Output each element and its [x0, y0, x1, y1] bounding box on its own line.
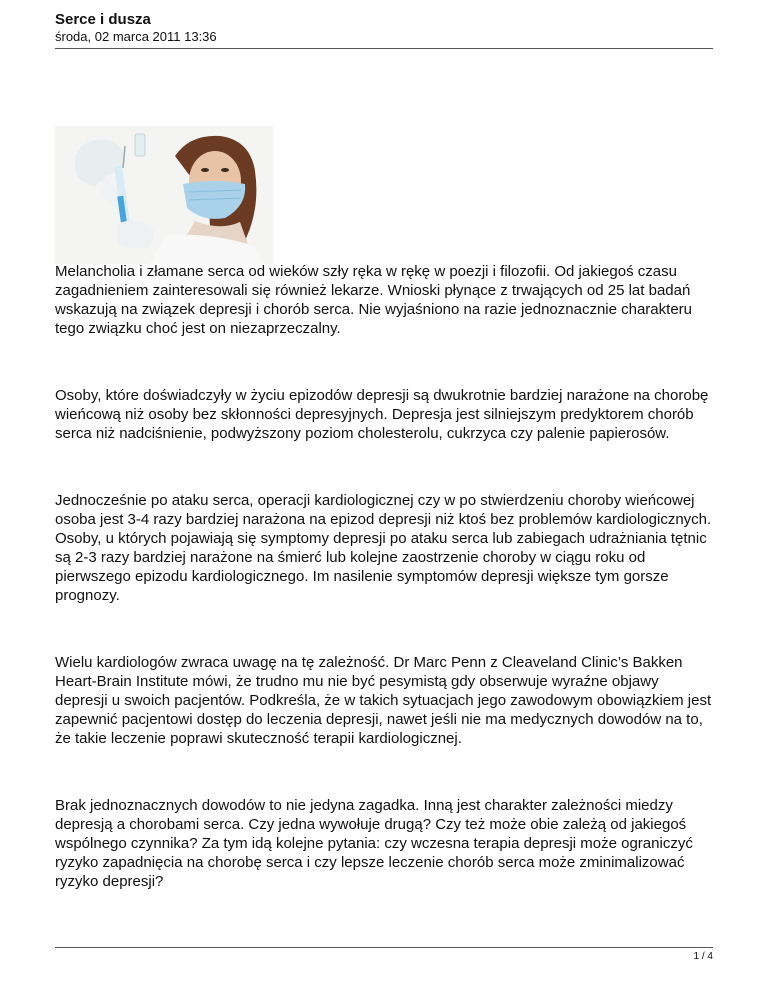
paragraph: Osoby, które doświadczyły w życiu epizodów depresji są dwukrotnie bardziej narażone na chorobę wieńcową niż osoby bez skłonności depresyjnych. Depresja jest silniejszym predyktorem chorób serca niż nadciśnienie, podwyższony poziom cholesterolu, cukrzyca czy palenie papierosów. [55, 387, 709, 442]
article-date: środa, 02 marca 2011 13:36 [55, 29, 217, 44]
page-number: 1 / 4 [693, 951, 713, 962]
article-title: Serce i dusza [55, 11, 151, 28]
paragraph: Jednocześnie po ataku serca, operacji kardiologicznej czy w po stwierdzeniu choroby wieńcowej osoba jest 3-4 razy bardziej narażona na epizod depresji niż ktoś bez problemów kardiologicznych. Osoby, u których pojawiają się symptomy depresji po ataku serca lub zabiegach udrażniania tętnic są 2-3 razy bardziej narażone na śmierć lub kolejne zaostrzenie choroby w ciągu roku od pierwszego epizodu kardiologicznego. Im nasilenie symptomów depresji większe tym gorsze prognozy. [55, 492, 712, 604]
article-body [55, 262, 715, 939]
paragraph: Melancholia i złamane serca od wieków szły ręka w rękę w poezji i filozofii. Od jakiegoś czasu zagadnieniem zainteresowali się również lekarze. Wnioski płynące z trwających od 25 lat badań wskazują na związek depresji i chorób serca. Nie wyjaśniono na razie jednoznacznie charakteru tego związku choć jest on niezaprzeczalny. [55, 263, 692, 337]
article-photo [55, 126, 273, 264]
article-header [55, 12, 713, 44]
paragraph: Brak jednoznacznych dowodów to nie jedyna zagadka. Inną jest charakter zależności miedzy depresją a chorobami serca. Czy jedna wywołuje drugą? Czy też może obie zależą od jakiegoś wspólnego czynnika? Za tym idą kolejne pytania: czy wczesna terapia depresji może ograniczyć ryzyko zapadnięcia na chorobę serca i czy lepsze leczenie chorób serca może zminimalizować ryzyko depresji? [55, 797, 693, 890]
header-divider [55, 48, 713, 49]
paragraph: Wielu kardiologów zwraca uwagę na tę zależność. Dr Marc Penn z Cleaveland Clinic’s Bakken Heart-Brain Institute mówi, że trudno mu nie być pesymistą gdy obserwuje wyraźne objawy depresji u swoich pacjentów. Podkreśla, że w takich sytuacjach jego zawodowym obowiązkiem jest zapewnić pacjentowi dostęp do leczenia depresji, nawet jeśli nie ma medycznych dowodów na to, że takie leczenie poprawi skuteczność terapii kardiologicznej. [55, 654, 712, 747]
footer-divider [55, 947, 713, 948]
